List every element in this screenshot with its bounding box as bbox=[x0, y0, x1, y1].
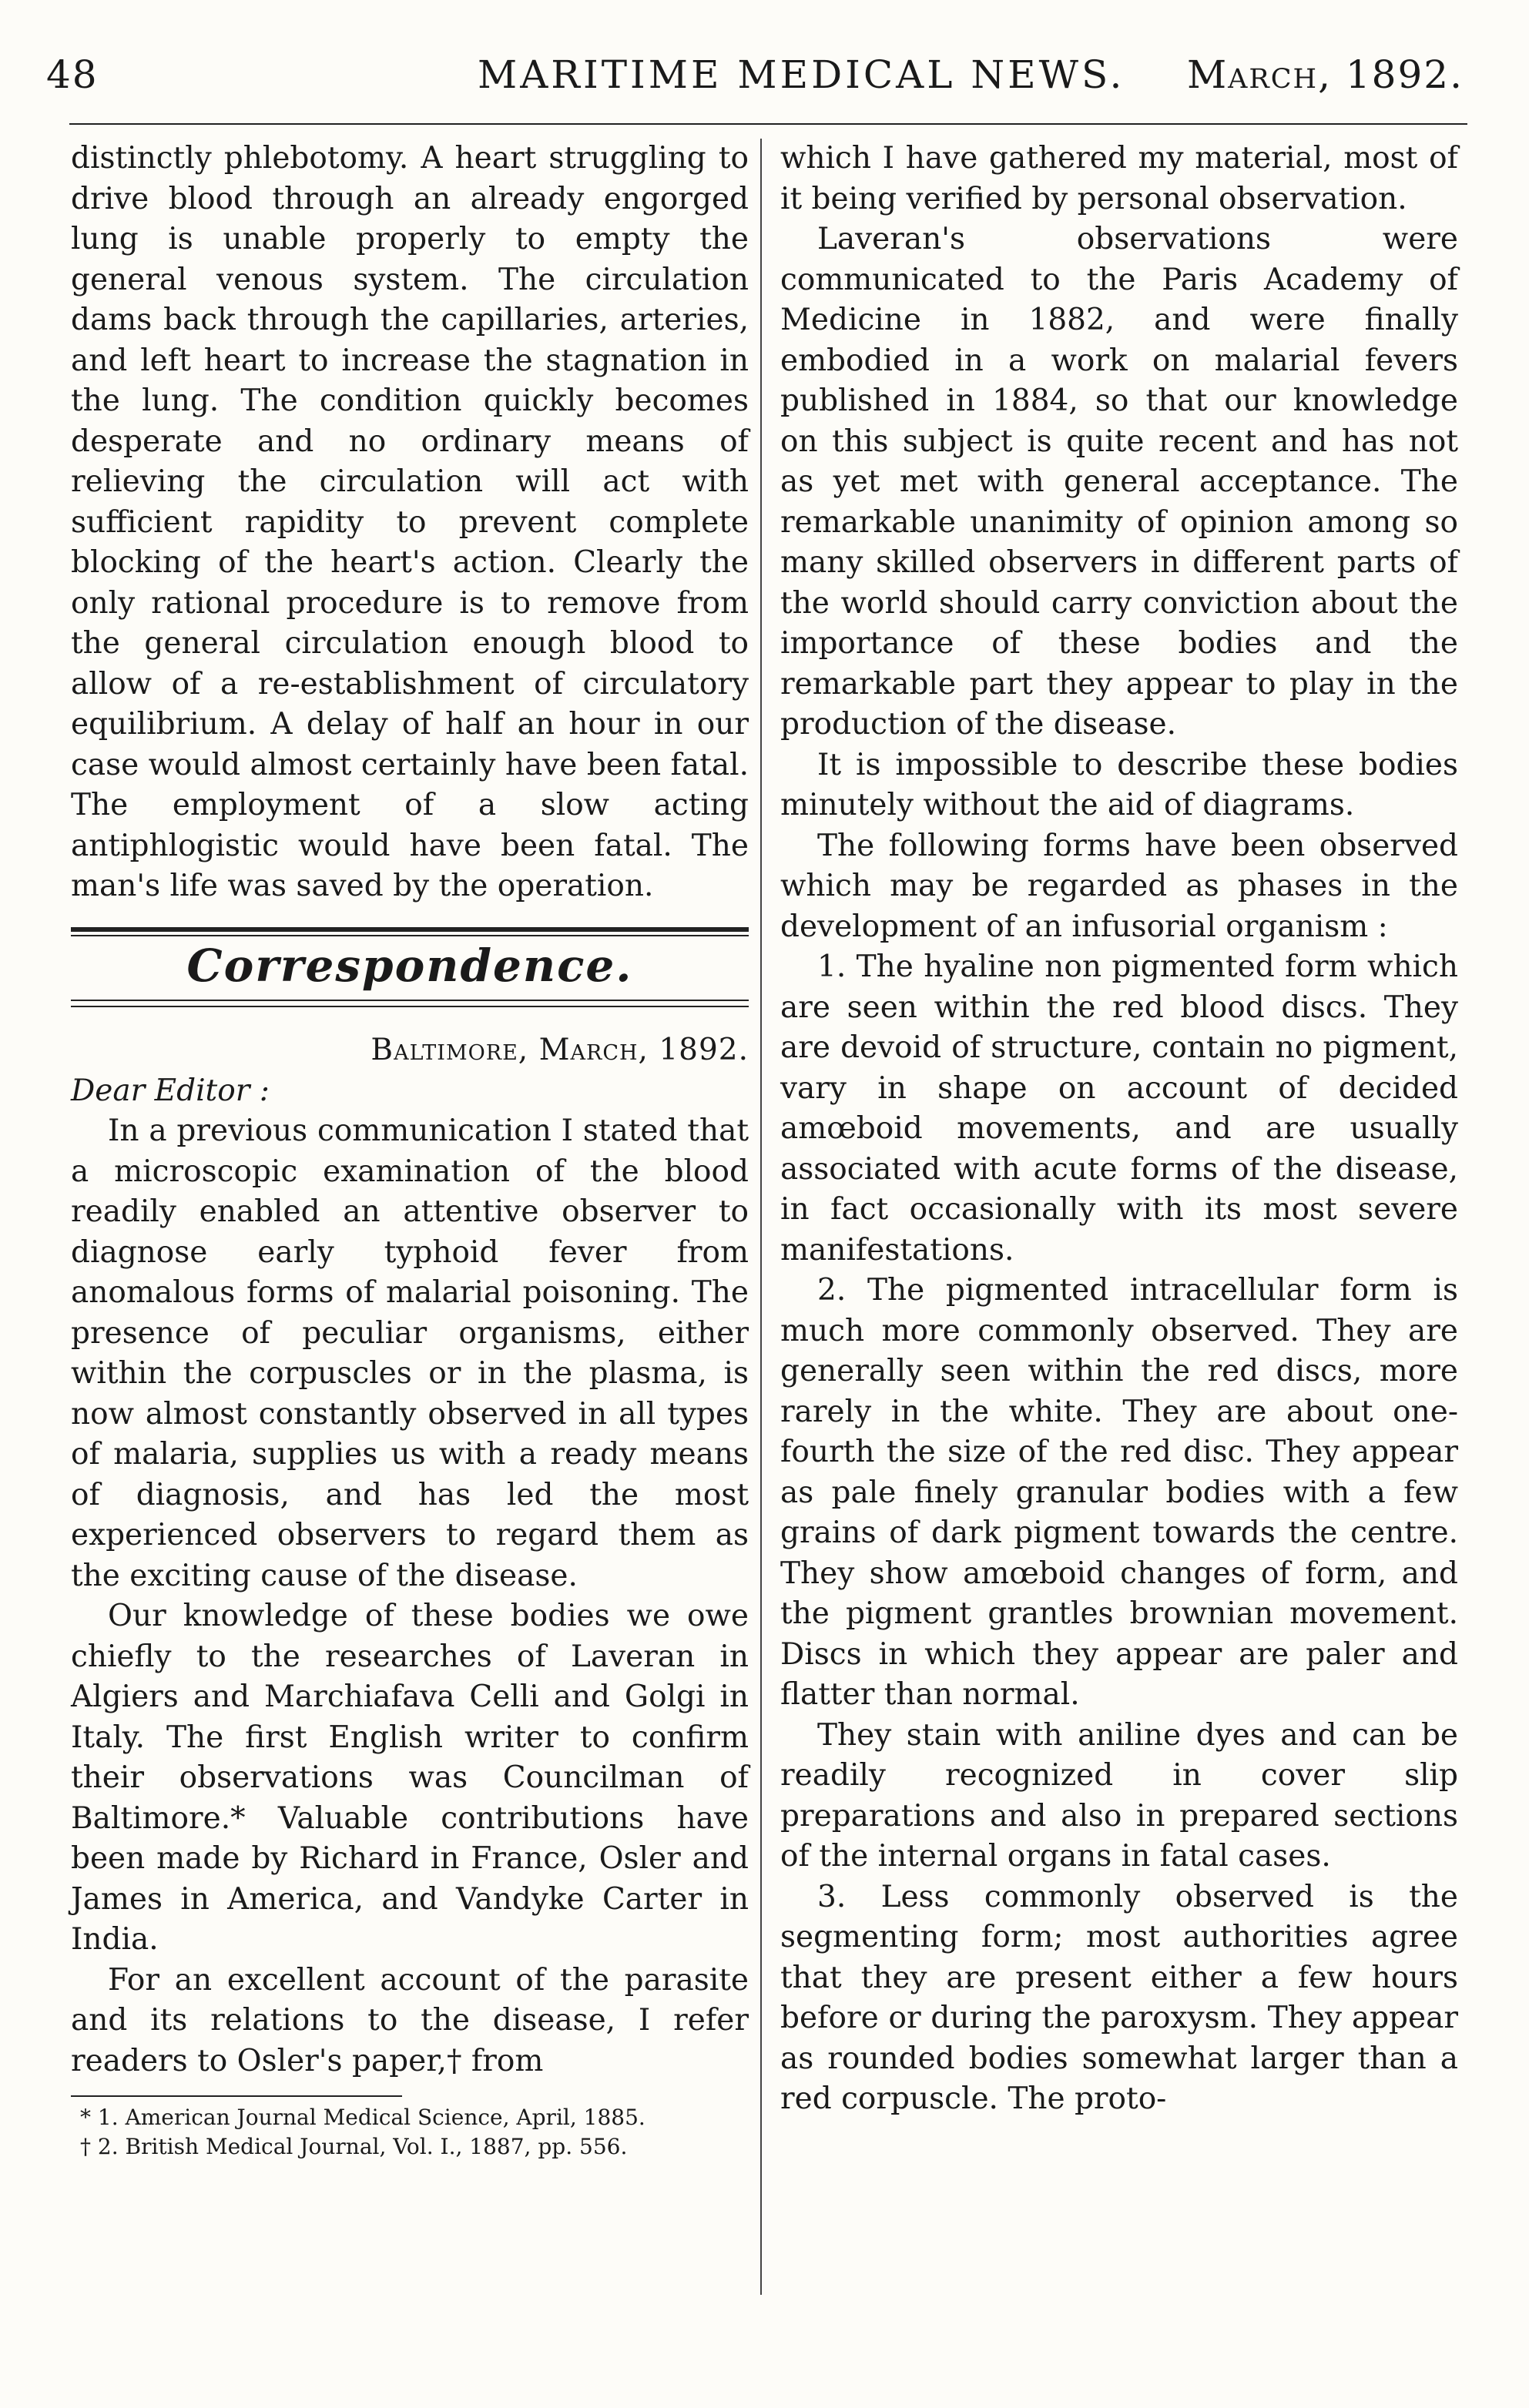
running-head bbox=[46, 52, 1464, 106]
footnote-rule bbox=[71, 2095, 402, 2097]
column-divider bbox=[760, 139, 762, 2295]
page-number: 48 bbox=[46, 52, 99, 97]
section-rule-top bbox=[71, 927, 749, 936]
right-paragraph-2: Laveran's observations were communicated to the Paris Academy of Medicine in 1882, and were finally embodied in a work on malarial fevers published in 1884, so that our knowledge on this subject is quite recent and has not as yet met with general acceptance. The remarkable unanimity of opinion among so many skilled observers in different parts of the world should carry conviction about the importance of these bodies and the remarkable part they appear to play in the production of the disease. bbox=[780, 222, 1458, 742]
footnote-2: † 2. British Medical Journal, Vol. I., 1887, pp. 556. bbox=[80, 2134, 628, 2159]
right-paragraph-6: 2. The pigmented intracellular form is much more commonly observed. They are generally seen within the red discs, more rarely in the white. They are about one-fourth the size of the red disc. They appear as pale finely granular bodies with a few grains of dark pigment towards the centre. They show amœboid changes of form, and the pigment grantles brownian movement. Discs in which they appear are paler and flatter than normal. bbox=[780, 1273, 1458, 1712]
right-paragraph-1: which I have gathered my material, most of it being verified by personal observation. bbox=[780, 141, 1458, 216]
right-paragraph-7: They stain with aniline dyes and can be readily recognized in cover slip preparations and also in prepared sections of the internal organs in fatal cases. bbox=[780, 1717, 1458, 1874]
letter-dateline: Baltimore, March, 1892. bbox=[371, 1033, 749, 1067]
header-rule bbox=[69, 123, 1467, 125]
section-heading: Correspondence. bbox=[186, 939, 633, 992]
left-column bbox=[71, 139, 749, 2162]
left-paragraph-4: For an excellent account of the parasite and its relations to the disease, I refer readers to Osler's paper,† from bbox=[71, 1962, 749, 2078]
right-paragraph-5: 1. The hyaline non pigmented form which are seen within the red blood discs. They are devoid of structure, contain no pigment, vary in shape on account of decided amœboid movements, and are usually associated with acute forms of the disease, in fact occasionally with its most severe manifestations. bbox=[780, 949, 1458, 1268]
left-paragraph-3: Our knowledge of these bodies we owe chiefly to the researches of Laveran in Algiers and Marchiafava Celli and Golgi in Italy. The first English writer to confirm their observations was Councilman of Baltimore.* Valuable contributions have been made by Richard in France, Osler and James in America, and Vandyke Carter in India. bbox=[71, 1599, 749, 1957]
left-paragraph-1: distinctly phlebotomy. A heart struggling to drive blood through an already engorged lung is unable properly to empty the general venous system. The circulation dams back through the capillaries, arteries, and left heart to increase the stagnation in the lung. The condition quickly becomes desperate and no ordinary means of relieving the circulation will act with sufficient rapidity to prevent complete blocking of the heart's action. Clearly the only rational procedure is to remove from the general circulation enough blood to allow of a re-establishment of circulatory equilibrium. A delay of half an hour in our case would almost certainly have been fatal. The employment of a slow acting antiphlogistic would have been fatal. The man's life was saved by the operation. bbox=[71, 141, 749, 903]
left-paragraph-2: In a previous communication I stated that a microscopic examination of the blood readily enabled an attentive observer to diagnose early typhoid fever from anomalous forms of malarial poisoning. The presence of peculiar organisms, either within the corpuscles or in the plasma, is now almost constantly observed in all types of malaria, supplies us with a ready means of diagnosis, and has led the most experienced observers to regard them as the exciting cause of the disease. bbox=[71, 1114, 749, 1593]
letter-salutation: Dear Editor : bbox=[71, 1073, 270, 1108]
right-column bbox=[780, 139, 1458, 2120]
right-paragraph-3: It is impossible to describe these bodies minutely without the aid of diagrams. bbox=[780, 747, 1458, 822]
journal-title: MARITIME MEDICAL NEWS. bbox=[478, 52, 1125, 97]
right-paragraph-8: 3. Less commonly observed is the segmenting form; most authorities agree that they are present either a few hours before or during the paroxysm. They appear as rounded bodies somewhat larger than a red corpuscle. The proto- bbox=[780, 1879, 1458, 2116]
footnote-1: * 1. American Journal Medical Science, April, 1885. bbox=[80, 2105, 645, 2130]
section-rule-bottom bbox=[71, 1000, 749, 1007]
right-paragraph-4: The following forms have been observed which may be regarded as phases in the development of an infusorial organism : bbox=[780, 828, 1458, 944]
issue-date: March, 1892. bbox=[1186, 52, 1464, 97]
